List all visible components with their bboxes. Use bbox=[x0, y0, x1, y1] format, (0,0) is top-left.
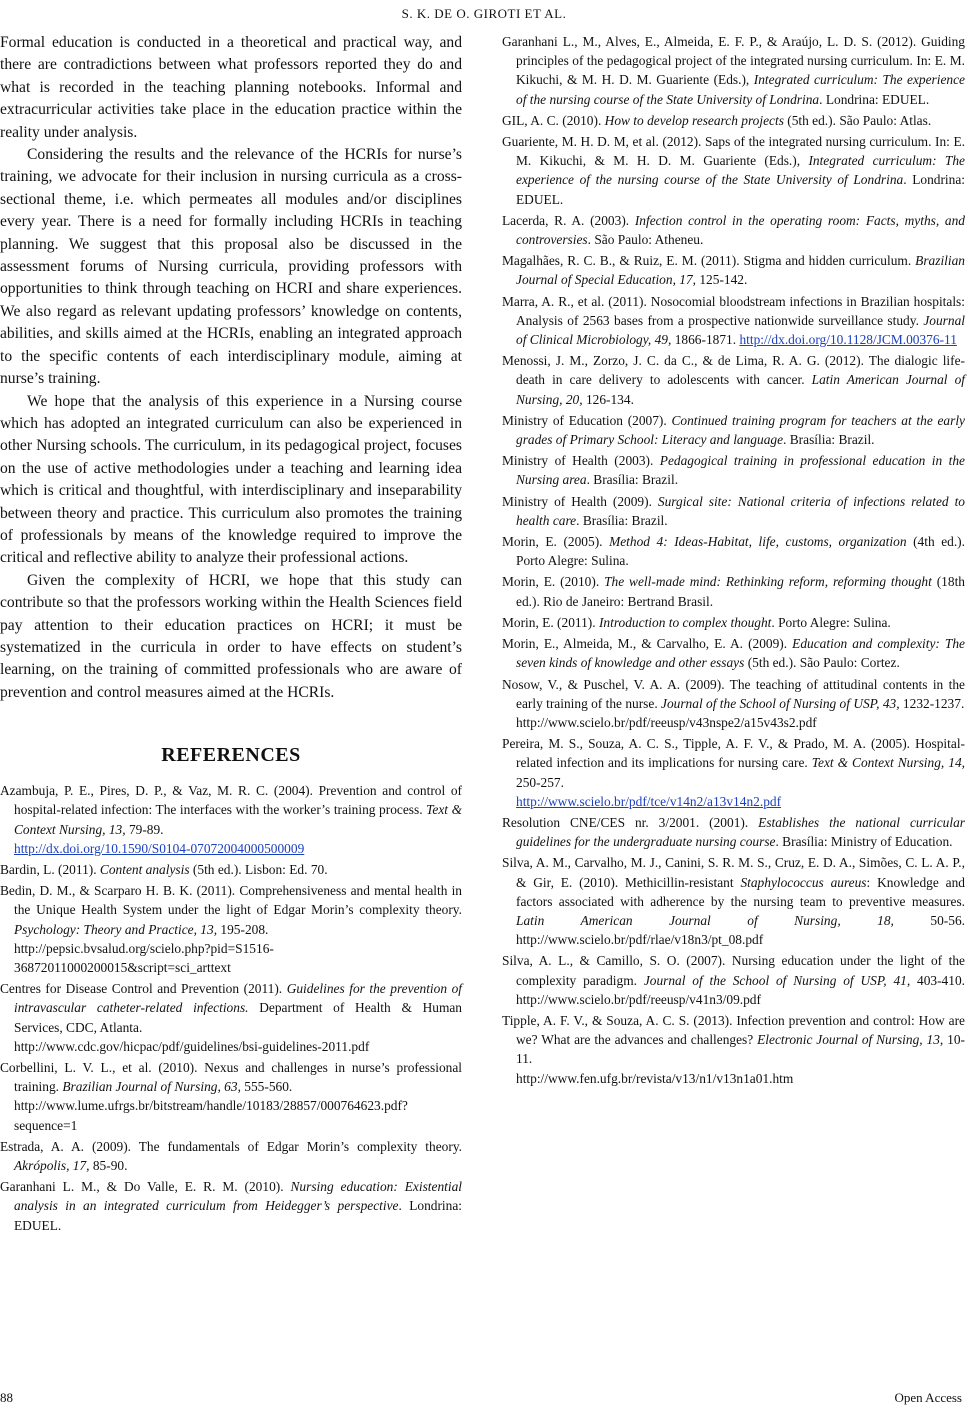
reference-entry bbox=[0, 979, 462, 1056]
reference-text: Morin, E. (2011). bbox=[502, 614, 599, 630]
reference-entry bbox=[0, 781, 462, 858]
reference-title: How to develop research projects bbox=[604, 112, 784, 128]
reference-text: . Brasília: Ministry of Education. bbox=[775, 834, 953, 850]
reference-text: Ministry of Health (2009). bbox=[502, 493, 658, 509]
reference-entry bbox=[0, 1177, 462, 1235]
reference-title: Infection control in the operating room: Facts, myths, and controversies bbox=[516, 212, 965, 248]
reference-entry bbox=[502, 1011, 965, 1088]
reference-text: Magalhães, R. C. B., & Ruiz, E. M. (2011). Stigma and hidden curriculum. bbox=[502, 253, 916, 269]
reference-text: 1866-1871. bbox=[671, 332, 740, 348]
reference-text: Morin, E. (2005). bbox=[502, 534, 610, 550]
reference-url: http://www.fen.ufg.br/revista/v13/n1/v13n1a01.htm bbox=[516, 1070, 794, 1086]
reference-entry bbox=[502, 132, 965, 209]
reference-title: Brazilian Journal of Special Education, 17, bbox=[516, 253, 965, 288]
reference-doi-link[interactable]: http://dx.doi.org/10.1590/S0104-07072004000500009 bbox=[14, 840, 305, 856]
reference-text: : Knowledge and factors associated with adherence by the nursing team to preventive measures. bbox=[516, 874, 965, 909]
reference-text: (4th ed.). Porto Alegre: Sulina. bbox=[516, 534, 965, 569]
reference-title: Education and complexity: The seven kinds of knowledge and other essays bbox=[516, 636, 965, 671]
reference-entry bbox=[0, 860, 462, 879]
reference-text: Ministry of Education (2007). bbox=[502, 412, 672, 428]
reference-text: Morin, E. (2010). bbox=[502, 574, 605, 590]
reference-text: 1232-1237. bbox=[899, 695, 965, 711]
reference-text: . Brasília: Brazil. bbox=[783, 432, 875, 448]
left-column bbox=[0, 32, 462, 1237]
reference-entry bbox=[502, 734, 965, 811]
reference-text: Bardin, L. (2011). bbox=[0, 862, 100, 877]
reference-text: (5th ed.). São Paulo: Cortez. bbox=[744, 655, 900, 671]
reference-url: http://pepsic.bvsalud.org/scielo.php?pid=S1516-36872011000200015&script=sci_arttext bbox=[14, 940, 274, 976]
reference-text: Department of Health & Human Services, CDC, Atlanta. bbox=[14, 1000, 462, 1035]
reference-text: Menossi, J. M., Zorzo, J. C. da C., & de Lima, R. A. G. (2012). The dialogic life-death in care delivery to adolescents with cancer. bbox=[502, 353, 965, 388]
body-paragraph: Considering the results and the relevance of the HCRIs for nurse’s training, we advocate for their inclusion in nursing curricula as a cross-sectional theme, i.e. which permeates all modules and/or disciplines every year. There is a need for formally including HCRIs in teaching planning. We suggest that this proposal also be discussed in the assessment forums of Nursing curricula, providing professors with opportunities to think through teaching on HCRI and share experiences. We also regard as relevant updating professors’ knowledge on contents, abilities, and skills aimed at the HCRIs, enabling an integrated approach to the specific contents of each interdisciplinary module, aiming at nurse’s training. bbox=[0, 146, 462, 388]
reference-text: Centres for Disease Control and Prevention (2011). bbox=[0, 981, 287, 997]
reference-text: Silva, A. L., & Camillo, S. O. (2007). Nursing education under the light of the complexity paradigm. bbox=[502, 953, 965, 988]
running-header: S. K. DE O. GIROTI ET AL. bbox=[401, 6, 567, 21]
reference-entry bbox=[502, 251, 965, 289]
reference-text: . Brasília: Brazil. bbox=[576, 512, 668, 528]
body-paragraph: Formal education is conducted in a theoretical and practical way, and there are contradictions between what professors reported they do and what is recorded in the teaching planning notebooks. Informal and extracurricular activities take place in the education practice within the reality under analysis. bbox=[0, 34, 462, 141]
reference-text: 10-11. bbox=[516, 1032, 966, 1067]
reference-title: The well-made mind: Rethinking reform, reforming thought bbox=[604, 574, 932, 590]
reference-title: Latin American Journal of Nursing, 18, bbox=[516, 912, 894, 928]
reference-title: Latin American Journal of Nursing, 20, bbox=[516, 372, 965, 407]
reference-text: 126-134. bbox=[582, 391, 634, 407]
reference-title: Staphylococcus aureus bbox=[740, 874, 867, 890]
reference-title: Pedagogical training in professional education in the Nursing area bbox=[516, 453, 965, 488]
reference-text: 50-56. http://www.scielo.br/pdf/rlae/v18n3/pt_08.pdf bbox=[516, 912, 966, 948]
reference-entry bbox=[0, 1137, 462, 1175]
reference-title: Text & Context Nursing, 13, bbox=[14, 802, 462, 837]
reference-title: Electronic Journal of Nursing, 13, bbox=[757, 1032, 944, 1048]
reference-doi-link[interactable]: http://dx.doi.org/10.1128/JCM.00376-11 bbox=[739, 332, 957, 348]
reference-title: Guidelines for the prevention of intravascular catheter-related infections. bbox=[14, 981, 462, 1016]
reference-entry bbox=[502, 411, 965, 449]
reference-text: Marra, A. R., et al. (2011). Nosocomial bloodstream infections in Brazilian hospitals: Analysis of 2563 bases from a prospective nationwide surveillance study. bbox=[502, 293, 965, 328]
reference-entry bbox=[502, 32, 965, 109]
reference-title: Journal of the School of Nursing of USP, 41, bbox=[643, 972, 911, 988]
body-paragraph: Given the complexity of HCRI, we hope that this study can contribute so that the professors working within the Health Sciences field pay attention to their education practices on HCRI; it must be systematized in the curricula in order to have effects on student’s learning, on the training of committed professionals who are aware of prevention and control measures aimed at the HCRIs. bbox=[0, 571, 462, 701]
reference-title: Nursing education: Existential analysis in an integrated curriculum from Heidegger’s perspective bbox=[14, 1179, 462, 1214]
reference-url: http://www.cdc.gov/hicpac/pdf/guidelines/bsi-guidelines-2011.pdf bbox=[14, 1038, 370, 1054]
reference-title: Establishes the national curricular guidelines for the undergraduate nursing course bbox=[516, 814, 965, 850]
reference-text: Azambuja, P. E., Pires, D. P., & Vaz, M. R. C. (2004). Prevention and control of hospital-related infection: The interfaces with the worker’s training process. bbox=[0, 783, 462, 818]
reference-entry bbox=[502, 675, 965, 733]
reference-text: (5th ed.). Lisbon: Ed. 70. bbox=[189, 862, 328, 877]
references-heading: REFERENCES bbox=[161, 744, 301, 767]
reference-entry bbox=[502, 111, 965, 130]
references-list-left bbox=[0, 781, 462, 1235]
publisher-label: Open Access bbox=[894, 1390, 962, 1405]
reference-text: Garanhani L. M., & Do Valle, E. R. M. (2010). bbox=[0, 1179, 291, 1195]
reference-text: . Londrina: EDUEL. bbox=[14, 1198, 462, 1233]
reference-title: Brazilian Journal of Nursing, 63, bbox=[62, 1079, 241, 1095]
reference-text: Resolution CNE/CES nr. 3/2001. (2001). bbox=[502, 814, 759, 830]
reference-text: Silva, A. M., Carvalho, M. J., Canini, S. R. M. S., Cruz, E. D. A., Simões, C. L. A. P., & Gir, E. (2010). Methicillin-resistant bbox=[502, 855, 965, 890]
reference-entry bbox=[502, 211, 965, 249]
reference-text: 195-208. bbox=[217, 921, 269, 937]
reference-doi-link[interactable]: http://www.scielo.br/pdf/tce/v14n2/a13v14n2.pdf bbox=[516, 793, 782, 809]
reference-text: Bedin, D. M., & Scarparo H. B. K. (2011). Comprehensiveness and mental health in the Unique Health System under the light of Edgar Morin’s complexity theory. bbox=[0, 883, 462, 918]
body-paragraph: We hope that the analysis of this experience in a Nursing course which has adopted an integrated curriculum can also be experienced in other Nursing schools. The curriculum, in its pedagogical project, focuses on the use of active methodologies under a teaching and learning idea which is critical and thoughtful, with interdisciplinary and inseparability between theory and practice. This curriculum also promotes the training of professionals by means of the knowledge required to improve the critical and reflective ability to analyze their professional actions. bbox=[0, 392, 462, 567]
reference-entry bbox=[502, 492, 965, 530]
reference-text: 79-89. bbox=[125, 821, 164, 837]
reference-text: Morin, E., Almeida, M., & Carvalho, E. A. (2009). bbox=[502, 636, 793, 652]
reference-url: http://www.scielo.br/pdf/reeusp/v43nspe2/a15v43s2.pdf bbox=[516, 714, 817, 730]
reference-title: Content analysis bbox=[99, 862, 190, 877]
reference-entry bbox=[0, 881, 462, 977]
reference-text: GIL, A. C. (2010). bbox=[502, 112, 605, 128]
reference-title: Integrated curriculum: The experience of the nursing course of the State University of Londrina bbox=[516, 153, 965, 188]
reference-text: . São Paulo: Atheneu. bbox=[587, 232, 704, 248]
reference-text: 250-257. bbox=[516, 774, 564, 790]
reference-text: 125-142. bbox=[696, 272, 748, 288]
reference-title: Text & Context Nursing, 14, bbox=[811, 755, 965, 771]
reference-title: Journal of Clinical Microbiology, 49, bbox=[516, 312, 965, 348]
reference-title: Method 4: Ideas-Habitat, life, customs, organization bbox=[609, 534, 907, 550]
reference-entry bbox=[502, 351, 965, 409]
reference-title: Psychology: Theory and Practice, 13, bbox=[14, 921, 218, 937]
reference-text: . Londrina: EDUEL. bbox=[516, 172, 965, 207]
reference-text: . Brasília: Brazil. bbox=[586, 472, 679, 488]
reference-text: Ministry of Health (2003). bbox=[502, 453, 660, 469]
reference-text: Nosow, V., & Puschel, V. A. A. (2009). The teaching of attitudinal contents in the early training of the nurse. bbox=[502, 676, 965, 711]
reference-entry bbox=[502, 532, 965, 570]
references-list-right bbox=[502, 32, 965, 1088]
reference-title: Surgical site: National criteria of infections related to health care bbox=[516, 493, 965, 528]
reference-entry bbox=[502, 634, 965, 672]
reference-entry bbox=[502, 613, 965, 632]
reference-text: Tipple, A. F. V., & Souza, A. C. S. (2013). Infection prevention and control: How are we? What are the advances and challenges? bbox=[502, 1012, 965, 1048]
reference-text: Estrada, A. A. (2009). The fundamentals of Edgar Morin’s complexity theory. bbox=[0, 1138, 462, 1154]
reference-text: . Porto Alegre: Sulina. bbox=[771, 614, 891, 630]
reference-title: Journal of the School of Nursing of USP, 43, bbox=[661, 695, 900, 711]
body-text bbox=[0, 32, 462, 704]
reference-entry bbox=[502, 451, 965, 489]
reference-entry bbox=[502, 572, 965, 610]
reference-text: Guariente, M. H. D. M, et al. (2012). Saps of the integrated nursing curriculum. In: E. M. Kikuchi, & M. H. D. M. Guariente (Eds.), bbox=[502, 134, 965, 169]
reference-title: Continued training program for teachers at the early grades of Primary School: Literacy and language bbox=[516, 412, 965, 448]
reference-text: (18th ed.). Rio de Janeiro: Bertrand Brasil. bbox=[516, 574, 965, 609]
reference-text: (5th ed.). São Paulo: Atlas. bbox=[783, 112, 932, 128]
reference-title: Introduction to complex thought bbox=[598, 614, 772, 630]
reference-text: . Londrina: EDUEL. bbox=[819, 91, 930, 107]
reference-text: 555-560. bbox=[240, 1079, 293, 1095]
page-number: 88 bbox=[0, 1390, 13, 1405]
reference-text: Garanhani L., M., Alves, E., Almeida, E. F. P., & Araújo, L. D. S. (2012). Guiding principles of the pedagogical project of the integrated nursing curriculum. In: E. M. Kikuchi, & M. H. D. M. Guariente (Eds.), bbox=[502, 34, 965, 88]
reference-text: 85-90. bbox=[89, 1158, 128, 1174]
reference-entry bbox=[502, 951, 965, 1009]
reference-text: Corbellini, L. V. L., et al. (2010). Nexus and challenges in nurse’s professional training. bbox=[0, 1060, 462, 1095]
reference-text: 403-410. http://www.scielo.br/pdf/reeusp/v41n3/09.pdf bbox=[516, 972, 965, 1007]
reference-text: Lacerda, R. A. (2003). bbox=[502, 212, 635, 228]
reference-title: Akrópolis, 17, bbox=[14, 1158, 90, 1174]
right-column bbox=[502, 32, 965, 1090]
reference-title: Integrated curriculum: The experience of the nursing course of the State University of Londrina bbox=[516, 72, 965, 107]
reference-entry bbox=[502, 292, 965, 350]
reference-text: Pereira, M. S., Souza, A. C. S., Tipple, A. F. V., & Prado, M. A. (2005). Hospital-related infection and its implications for nursing care. bbox=[502, 736, 965, 771]
reference-url: http://www.lume.ufrgs.br/bitstream/handle/10183/28857/000764623.pdf?sequence=1 bbox=[14, 1098, 408, 1133]
reference-entry bbox=[502, 813, 965, 851]
reference-entry bbox=[0, 1058, 462, 1135]
reference-entry bbox=[502, 853, 965, 949]
